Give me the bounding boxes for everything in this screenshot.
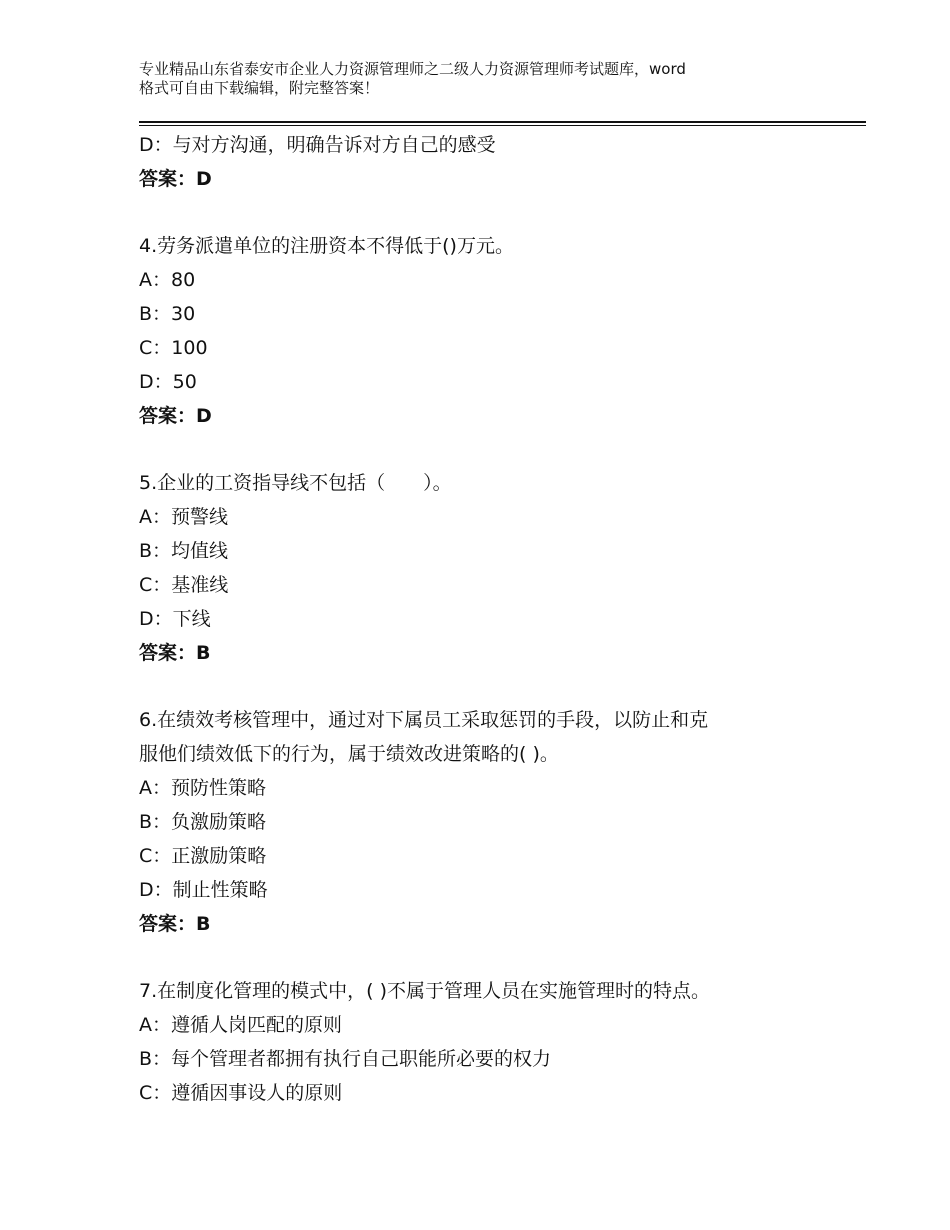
question-4	[139, 229, 839, 433]
document-header	[139, 60, 839, 98]
question-text-line-1: 6.在绩效考核管理中，通过对下属员工采取惩罚的手段，以防止和克	[139, 709, 709, 731]
answer: 答案：B	[139, 913, 211, 935]
option-b: B：负激励策略	[139, 811, 267, 833]
option-d: D：50	[139, 371, 197, 393]
answer: 答案：D	[139, 168, 212, 190]
question-text: 5.企业的工资指导线不包括（ ）。	[139, 472, 452, 494]
answer: 答案：D	[139, 405, 212, 427]
question-6	[139, 703, 839, 941]
option-a: A：预防性策略	[139, 777, 266, 799]
option-c: C：遵循因事设人的原则	[139, 1082, 343, 1104]
question-text: 7.在制度化管理的模式中，( )不属于管理人员在实施管理时的特点。	[139, 980, 710, 1002]
document-body	[139, 128, 839, 1110]
option-c: C：100	[139, 337, 208, 359]
option-c: C：基准线	[139, 574, 229, 596]
question-text: 4.劳务派遣单位的注册资本不得低于()万元。	[139, 235, 514, 257]
option-a: A：预警线	[139, 506, 228, 528]
option-d: D：与对方沟通，明确告诉对方自己的感受	[139, 134, 496, 156]
option-b: B：均值线	[139, 540, 229, 562]
answer: 答案：B	[139, 642, 211, 664]
question-5	[139, 466, 839, 670]
option-b: B：30	[139, 303, 196, 325]
option-a: A：遵循人岗匹配的原则	[139, 1014, 342, 1036]
option-a: A：80	[139, 269, 196, 291]
option-d: D：制止性策略	[139, 879, 268, 901]
question-7	[139, 974, 839, 1110]
option-d: D：下线	[139, 608, 211, 630]
header-line-1: 专业精品山东省泰安市企业人力资源管理师之二级人力资源管理师考试题库，word	[139, 60, 686, 78]
option-b: B：每个管理者都拥有执行自己职能所必要的权力	[139, 1048, 552, 1070]
question-3-tail	[139, 128, 839, 196]
header-rule-thin	[139, 125, 866, 126]
header-line-2: 格式可自由下载编辑，附完整答案！	[139, 79, 380, 97]
question-text-line-2: 服他们绩效低下的行为，属于绩效改进策略的( )。	[139, 743, 559, 765]
option-c: C：正激励策略	[139, 845, 267, 867]
header-rule-thick	[139, 121, 866, 123]
